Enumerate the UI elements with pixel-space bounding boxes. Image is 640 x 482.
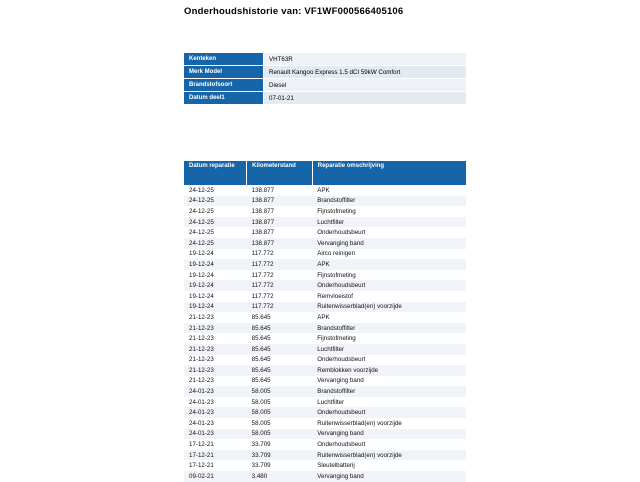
- column-header-date: Datum reparatie: [184, 161, 247, 185]
- cell-mileage: 85.645: [251, 313, 271, 321]
- table-row: [184, 302, 466, 313]
- cell-mileage: 58.005: [251, 419, 271, 427]
- cell-mileage: 117.772: [251, 292, 274, 300]
- cell-repair-date: 24-01-23: [189, 419, 214, 427]
- page-title: Onderhoudshistorie van: VF1WF000566405106: [184, 6, 404, 17]
- vehicle-info-label: Kenteken: [184, 53, 264, 66]
- vehicle-info-value: Renault Kangoo Express 1.5 dCI 59kW Comfort: [264, 66, 467, 79]
- vehicle-info-table: [184, 53, 466, 105]
- cell-repair-date: 17-12-21: [189, 451, 214, 459]
- cell-repair-date: 17-12-21: [189, 441, 214, 449]
- cell-mileage: 58.005: [251, 388, 271, 396]
- cell-repair-description: Vervanging band: [317, 472, 364, 480]
- cell-repair-date: 21-12-23: [189, 366, 214, 374]
- table-row: [184, 450, 466, 461]
- cell-repair-description: Ruitenwisserblad(en) voorzijde: [317, 419, 402, 427]
- cell-repair-description: Ruitenwisserblad(en) voorzijde: [317, 303, 402, 311]
- cell-mileage: 138.877: [251, 229, 275, 237]
- table-row: [184, 227, 466, 238]
- cell-repair-date: 24-01-23: [189, 430, 214, 438]
- cell-mileage: 117.772: [251, 260, 274, 268]
- cell-repair-description: Vervanging band: [317, 430, 364, 438]
- cell-repair-date: 21-12-23: [189, 313, 214, 321]
- table-row: [184, 196, 466, 207]
- cell-repair-date: 21-12-23: [189, 377, 214, 385]
- vehicle-info-label: Brandstofsoort: [184, 79, 264, 92]
- table-row: [184, 270, 466, 281]
- table-row: [184, 206, 466, 217]
- cell-mileage: 85.645: [251, 377, 271, 385]
- cell-repair-date: 24-12-25: [189, 218, 214, 226]
- vehicle-info-label: Datum deel1: [184, 92, 264, 105]
- cell-repair-description: Onderhoudsbeurt: [317, 356, 366, 364]
- table-row: [184, 259, 466, 270]
- vehicle-info-row: [184, 53, 466, 66]
- table-row: [184, 460, 466, 471]
- cell-repair-date: 19-12-24: [189, 271, 214, 279]
- table-row: [184, 439, 466, 450]
- table-row: [184, 344, 466, 355]
- cell-mileage: 58.005: [251, 430, 271, 438]
- cell-repair-description: Airco reinigen: [317, 250, 356, 258]
- cell-repair-date: 19-12-24: [189, 260, 214, 268]
- table-row: [184, 323, 466, 334]
- cell-mileage: 138.877: [251, 197, 275, 205]
- cell-repair-date: 19-12-24: [189, 303, 214, 311]
- cell-repair-date: 24-12-25: [189, 197, 214, 205]
- cell-repair-description: Onderhoudsbeurt: [317, 409, 366, 417]
- cell-mileage: 138.877: [251, 207, 275, 215]
- cell-repair-date: 24-01-23: [189, 388, 214, 396]
- cell-repair-date: 21-12-23: [189, 356, 214, 364]
- table-row: [184, 407, 466, 418]
- cell-mileage: 58.005: [251, 409, 271, 417]
- column-header-mileage: Kilometerstand: [247, 161, 313, 185]
- cell-mileage: 117.772: [251, 250, 274, 258]
- vehicle-info-label: Merk Model: [184, 66, 264, 79]
- cell-repair-description: Brandstoffilter: [317, 197, 356, 205]
- cell-repair-description: Onderhoudsbeurt: [317, 441, 366, 449]
- cell-mileage: 138.877: [251, 186, 275, 194]
- cell-mileage: 85.645: [251, 324, 271, 332]
- table-row: [184, 355, 466, 366]
- cell-repair-description: Onderhoudsbeurt: [317, 282, 366, 290]
- cell-repair-date: 21-12-23: [189, 324, 214, 332]
- cell-repair-description: Luchtfilter: [317, 398, 345, 406]
- table-row: [184, 333, 466, 344]
- cell-repair-description: Remvloeistof: [317, 292, 353, 300]
- cell-repair-description: Fijnstofmeting: [317, 271, 356, 279]
- cell-repair-description: Luchtfilter: [317, 218, 345, 226]
- cell-repair-description: APK: [317, 313, 330, 321]
- cell-mileage: 117.772: [251, 282, 274, 290]
- cell-mileage: 33.709: [251, 441, 271, 449]
- table-row: [184, 429, 466, 440]
- cell-mileage: 3.480: [251, 472, 268, 480]
- cell-repair-description: APK: [317, 186, 330, 194]
- cell-repair-date: 19-12-24: [189, 282, 214, 290]
- cell-repair-date: 19-12-24: [189, 292, 214, 300]
- cell-repair-description: Sleutelbatterij: [317, 462, 355, 470]
- cell-repair-description: APK: [317, 260, 330, 268]
- maintenance-history-body: [184, 185, 466, 482]
- table-row: [184, 217, 466, 228]
- table-row: [184, 280, 466, 291]
- cell-mileage: 138.877: [251, 218, 275, 226]
- table-row: [184, 386, 466, 397]
- cell-repair-date: 24-01-23: [189, 398, 214, 406]
- table-row: [184, 365, 466, 376]
- table-row: [184, 249, 466, 260]
- cell-mileage: 117.772: [251, 303, 274, 311]
- cell-repair-date: 24-01-23: [189, 409, 214, 417]
- cell-repair-date: 19-12-24: [189, 250, 214, 258]
- table-row: [184, 291, 466, 302]
- maintenance-history-table: [184, 161, 466, 482]
- column-header-description: Reparatie omschrijving: [312, 161, 466, 185]
- cell-mileage: 85.645: [251, 366, 271, 374]
- vehicle-info-value: VHT63R: [264, 53, 467, 66]
- cell-mileage: 33.709: [251, 462, 271, 470]
- vehicle-info-value: Diesel: [264, 79, 467, 92]
- cell-mileage: 85.645: [251, 345, 271, 353]
- table-row: [184, 312, 466, 323]
- cell-mileage: 85.645: [251, 335, 271, 343]
- cell-repair-description: Ruitenwisserblad(en) voorzijde: [317, 451, 402, 459]
- cell-repair-description: Onderhoudsbeurt: [317, 229, 366, 237]
- cell-repair-date: 21-12-23: [189, 335, 214, 343]
- maintenance-history-header: [184, 161, 466, 185]
- cell-mileage: 58.005: [251, 398, 271, 406]
- table-header-row: [184, 161, 466, 185]
- cell-repair-description: Vervanging band: [317, 239, 364, 247]
- vehicle-info-row: [184, 92, 466, 105]
- cell-repair-date: 09-02-21: [189, 472, 214, 480]
- cell-repair-description: Fijnstofmeting: [317, 207, 356, 215]
- vehicle-info-row: [184, 66, 466, 79]
- cell-repair-description: Luchtfilter: [317, 345, 345, 353]
- cell-repair-date: 21-12-23: [189, 345, 214, 353]
- cell-repair-description: Brandstoffilter: [317, 388, 356, 396]
- table-row: [184, 238, 466, 249]
- cell-repair-description: Fijnstofmeting: [317, 335, 356, 343]
- table-row: [184, 185, 466, 196]
- vehicle-info-body: [184, 53, 466, 105]
- cell-repair-date: 17-12-21: [189, 462, 214, 470]
- cell-repair-date: 24-12-25: [189, 239, 214, 247]
- table-row: [184, 471, 466, 482]
- cell-repair-description: Remblokken voorzijde: [317, 366, 379, 374]
- cell-mileage: 33.709: [251, 451, 271, 459]
- cell-mileage: 138.877: [251, 239, 275, 247]
- cell-repair-date: 24-12-25: [189, 229, 214, 237]
- vehicle-info-row: [184, 79, 466, 92]
- cell-repair-description: Brandstoffilter: [317, 324, 356, 332]
- cell-mileage: 85.645: [251, 356, 271, 364]
- table-row: [184, 397, 466, 408]
- vehicle-info-value: 07-01-21: [264, 92, 467, 105]
- table-row: [184, 376, 466, 387]
- cell-repair-description: Vervanging band: [317, 377, 364, 385]
- cell-mileage: 117.772: [251, 271, 274, 279]
- cell-repair-date: 24-12-25: [189, 186, 214, 194]
- table-row: [184, 418, 466, 429]
- cell-repair-date: 24-12-25: [189, 207, 214, 215]
